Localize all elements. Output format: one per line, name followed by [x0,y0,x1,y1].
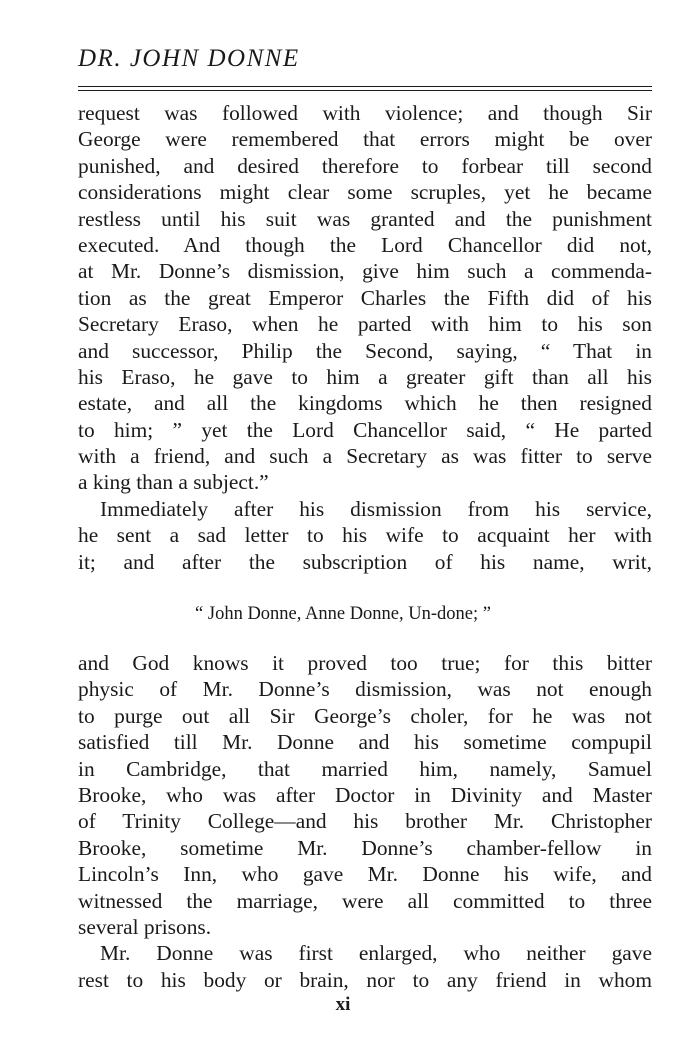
text-line: Mr. Donne was first enlarged, who neither gave [100,941,652,966]
text-line: it; and after the subscription of his name, writ, [78,549,652,574]
text-line: satisfied till Mr. Donne and his sometime compupil [78,730,652,755]
text-line: considerations might clear some scruples, yet he became [78,180,652,205]
text-line: with a friend, and such a Secretary as was fitter to serve [78,444,652,469]
body-text-block-1 [78,100,652,575]
text-line: restless until his suit was granted and the punishment [78,206,652,231]
text-line: to him; ” yet the Lord Chancellor said, “ He parted [78,417,652,442]
running-head: DR. JOHN DONNE [78,45,300,72]
text-line: at Mr. Donne’s dismission, give him such a commenda- [78,259,652,284]
text-line: to purge out all Sir George’s choler, for he was not [78,703,652,728]
text-line: Lincoln’s Inn, who gave Mr. Donne his wife, and [78,862,652,887]
text-line: punished, and desired therefore to forbear till second [78,153,652,178]
text-line: his Eraso, he gave to him a greater gift than all his [78,364,652,389]
block-quotation: “ John Donne, Anne Donne, Un-done; ” [195,604,491,624]
body-text-block-2 [78,650,652,993]
text-line: request was followed with violence; and though Sir [78,101,652,125]
header-rule-bottom [78,90,652,91]
text-line: of Trinity College—and his brother Mr. Christopher [78,809,652,834]
text-line: Brooke, who was after Doctor in Divinity and Master [78,782,652,807]
text-line: executed. And though the Lord Chancellor did not, [78,232,652,257]
text-line: and successor, Philip the Second, saying, “ That in [78,338,652,363]
text-line: George were remembered that errors might be over [78,127,652,152]
text-line: estate, and all the kingdoms which he then resigned [78,391,652,416]
text-line: several prisons. [78,914,212,939]
text-line: he sent a sad letter to his wife to acquaint her with [78,523,652,548]
text-line: physic of Mr. Donne’s dismission, was not enough [78,677,652,702]
text-line: Immediately after his dismission from his service, [100,496,652,521]
page-number: xi [335,994,351,1015]
text-line: Secretary Eraso, when he parted with him to his son [78,312,652,337]
text-line: rest to his body or brain, nor to any friend in whom [78,967,652,992]
text-line: a king than a subject.” [78,470,269,495]
text-line: Brooke, sometime Mr. Donne’s chamber-fellow in [78,835,652,860]
text-line: witnessed the marriage, were all committed to three [78,888,652,913]
header-rule-top [78,86,652,87]
text-line: tion as the great Emperor Charles the Fifth did of his [78,285,652,310]
text-line: and God knows it proved too true; for this bitter [78,651,652,675]
text-line: in Cambridge, that married him, namely, Samuel [78,756,652,781]
